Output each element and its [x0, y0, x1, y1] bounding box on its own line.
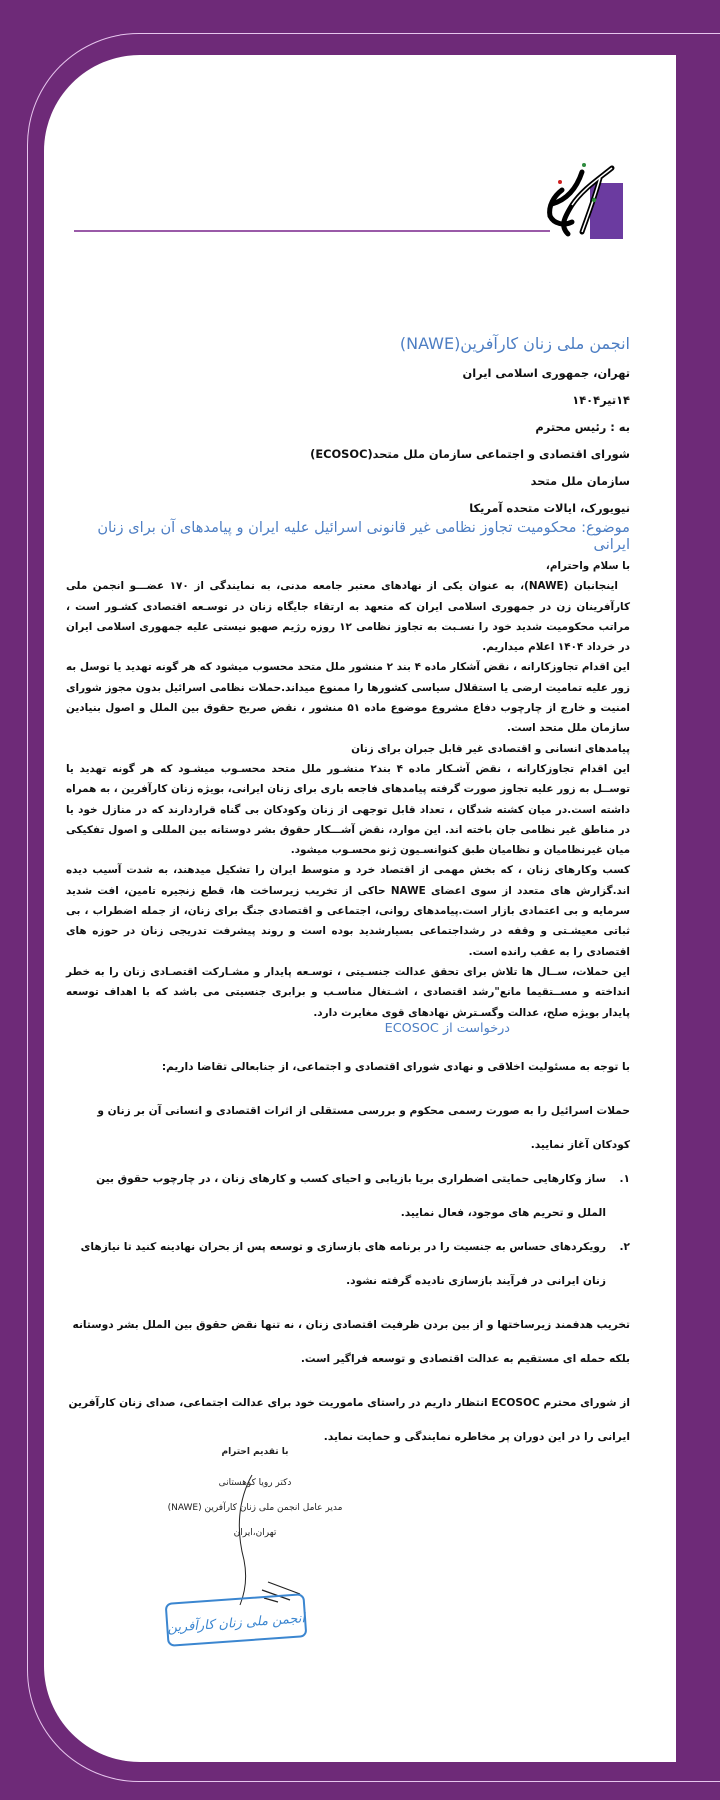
- sender-location: تهران، جمهوری اسلامی ایران: [462, 366, 630, 380]
- letter-body: [66, 556, 630, 1023]
- stamp-text: انجمن ملی زنان کارآفرین: [166, 1611, 306, 1636]
- request-item-text: ساز وکارهایی حمایتی اضطراری بریا بازیابی و احیای کسب و کارهای زنان ، در چارچوب حقوق بین الملل و تحریم های موجود، فعال نمایید.: [96, 1173, 606, 1219]
- request-item-number: ۲.: [619, 1241, 630, 1253]
- letter-subject: موضوع: محکومیت تجاوز نظامی غیر قانونی اسرائیل علیه ایران و پیامدهای آن برای زنان ایرانی: [97, 519, 630, 553]
- regards: با تقدیم احترام: [221, 1447, 289, 1457]
- request-title: درخواست از ECOSOC: [384, 1021, 510, 1036]
- signer-place: تهران،ایران: [233, 1528, 277, 1538]
- letter-date: ۱۴تیر۱۴۰۴: [572, 393, 630, 407]
- body-paragraph: کسب وکارهای زنان ، که بخش مهمی از اقتصاد خرد و متوسط ایران را تشکیل میدهند، به شدت آسیب دیده اند.گزارش های متعدد از سوی اعضای NAWE حاکی از تخریب زیرساخت ها، قطع زنجیره تامین، افت شدید سرمایه و بی اعتمادی بازار است.پیامدهای روانی، اجتماعی و اقتصادی جنگ برای زنان، از جمله اضطراب ، بی ثباتی معیشـتی و وقفه در رشداجتماعی بسیارشدید بوده است و روند پیشرفت تدریجی زنان در حوزه های اقتصادی را به عقب رانده است.: [66, 864, 630, 958]
- body-paragraph: اینجانبان (NAWE)، به عنوان یکی از نهادهای معتبر جامعه مدنی، به نمایندگی از ۱۷۰ عضـــو انجمن ملی کارآفرینان زن در جمهوری اسلامی ایران که متعهد به ارتقاء جایگاه زنان در توسـعه اقتصادی کشـور است ، مراتب محکومیت شدید خود را نسـبت به تجاوز نظامی ۱۲ روزه رژیم صهیو نیستی علیه جمهوری اسلامی ایران در خرداد ۱۴۰۴ اعلام میداریم.: [66, 580, 630, 654]
- closing-paragraph: تخریب هدفمند زیرساختها و از بین بردن ظرفیت اقتصادی زنان ، نه تنها نقض حقوق بین الملل بشر دوستانه بلکه حمله ای مستقیم به عدالت اقتصادی و توسعه فراگیر است.: [72, 1319, 630, 1365]
- address-block: [66, 360, 630, 522]
- recipient-org: سازمان ملل متحد: [530, 474, 630, 488]
- request-section: [66, 1050, 630, 1454]
- closing-paragraph: از شورای محترم ECOSOC انتظار داریم در راستای ماموریت خود برای عدالت اجتماعی، صدای زنان کارآفرین ایرانی را در این دوران پر مخاطره نمایندگی و حمایت نماید.: [68, 1397, 630, 1443]
- body-paragraph: این اقدام تجاوزکارانه ، نقض آشـکار ماده ۴ بند۲ منشـور ملل متحد محسـوب میشـود که هر گونه تهدید یا توســل به زور علیه تجاوز صورت گرفته پیامدهای فاجعه باری برای زنان ایرانی، بویژه زنان کارآفرین ، به همراه داشته است.در میان کشته شدگان ، تعداد قابل توجهی از زنان وکودکان بی گناه قراردارند که در منازل خود یا در مناطق غیر نظامی جان باخته اند. این موارد، نقض آشـــکار حقوق بشر دوستانه بین المللی و اصول تفکیکی میان غیرنظامیان و نظامیان طبق کنوانسـیون ژنو محسـوب میشود.: [66, 762, 630, 857]
- signer-name: دکتر رویا کوهستانی: [218, 1478, 292, 1488]
- request-item: [66, 1162, 630, 1230]
- recipient-council: شورای اقتصادی و اجتماعی سازمان ملل متحد(ECOSOC): [310, 447, 630, 461]
- body-paragraph: این حملات، ســال ها تلاش برای تحقق عدالت جنسـیتی ، توسـعه پایدار و مشـارکت اقتصـادی زنان را به خطر انداخته و مســتقیما مانع"رشد اقتصادی ، اشـتغال مناسـب و برابری جنسیتی می باشد که با اهداف توسعه پایدار بویژه صلح، عدالت وگسـترش نهادهای قوی مغایرت دارد.: [66, 965, 630, 1019]
- request-intro: با توجه به مسئولیت اخلاقی و نهادی شورای اقتصادی و اجتماعی، از جنابعالی تقاضا داریم:: [161, 1061, 630, 1073]
- recipient-to: به : رئیس محترم: [535, 420, 630, 434]
- request-item-number: ۱.: [619, 1173, 630, 1185]
- request-item: [66, 1230, 630, 1298]
- organization-stamp-icon: [164, 1593, 308, 1647]
- signer-title: مدیر عامل انجمن ملی زنان کارآفرین (NAWE): [167, 1503, 343, 1513]
- handwritten-signature-icon: [230, 1470, 310, 1610]
- body-subheading: پیامدهای انسانی و اقتصادی غیر قابل جبران برای زنان: [351, 742, 630, 755]
- sender-organization: انجمن ملی زنان کارآفرین(NAWE): [399, 334, 630, 353]
- request-item-text: رویکردهای حساس به جنسیت را در برنامه های بازسازی و توسعه پس از بحران نهادینه کنید تا نیازهای زنان ایرانی در فرآیند بازسازی نادیده گرفته نشود.: [80, 1241, 606, 1287]
- header-rule: [74, 230, 550, 232]
- request-lead: حملات اسرائیل را به صورت رسمی محکوم و بررسی مستقلی از اثرات اقتصادی و انسانی آن بر زنان و کودکان آغاز نمایید.: [97, 1105, 630, 1151]
- body-paragraph: این اقدام تجاوزکارانه ، نقض آشکار ماده ۴ بند ۲ منشور ملل متحد محسوب میشود که هر گونه تهدید یا توسل به زور علیه تمامیت ارضی یا استقلال سیاسی کشورها را ممنوع میداند.حملات نظامی اسرائیل بدون مجوز شورای امنیت و خارج از چارچوب دفاع مشروع موضوع ماده ۵۱ منشور ، نقض صریح حقوق بین الملل و اصول بنیادین سازمان ملل متحد است.: [66, 661, 630, 735]
- greeting: با سلام واحترام،: [545, 560, 630, 572]
- recipient-city: نیویورک، ایالات متحده آمریکا: [469, 501, 630, 515]
- nawe-logo-icon: [542, 160, 624, 240]
